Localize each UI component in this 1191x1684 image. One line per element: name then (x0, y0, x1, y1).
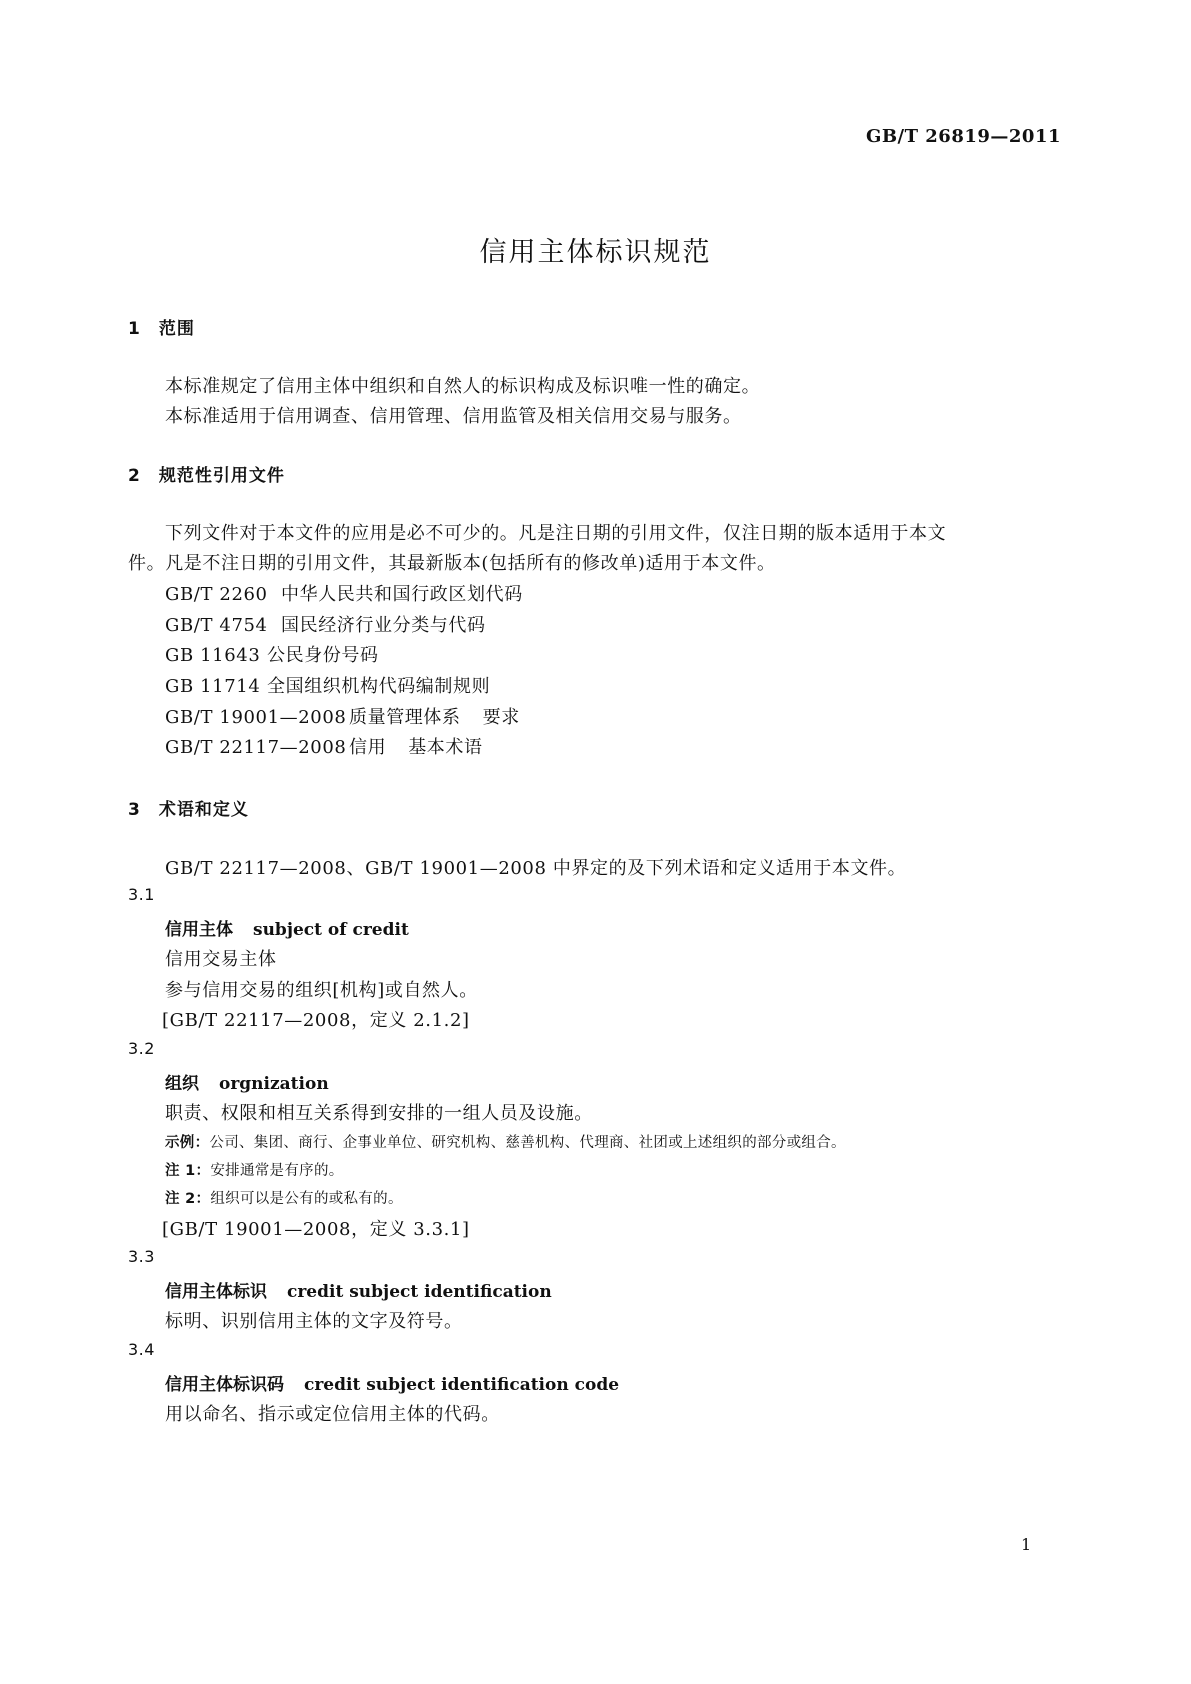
term-zh: 信用主体标识码 (165, 1375, 284, 1395)
term-heading (165, 915, 409, 940)
reference-title: 信用 (349, 737, 387, 758)
reference-item (165, 641, 379, 667)
reference-item (165, 672, 490, 698)
term-heading (165, 1277, 552, 1302)
section-number: 1 (128, 319, 141, 339)
term-example (165, 1131, 846, 1152)
note-label: 注 1： (165, 1163, 211, 1179)
term-number: 3.3 (128, 1247, 155, 1266)
term-en: credit subject identification code (304, 1375, 620, 1395)
section-2-heading (128, 461, 285, 486)
term-note (165, 1187, 403, 1208)
section-number: 2 (128, 466, 141, 486)
section-title: 术语和定义 (158, 800, 249, 820)
reference-item (165, 733, 483, 759)
section-title: 规范性引用文件 (158, 466, 285, 486)
reference-subtitle: 要求 (482, 707, 520, 728)
reference-code: GB 11714 (165, 676, 261, 697)
section-number: 3 (128, 800, 141, 820)
page-number: 1 (1021, 1535, 1032, 1554)
term-number: 3.1 (128, 885, 155, 904)
reference-title: 中华人民共和国行政区划代码 (281, 584, 523, 605)
note-text: 组织可以是公有的或私有的。 (210, 1191, 403, 1207)
term-definition: 职责、权限和相互关系得到安排的一组人员及设施。 (165, 1103, 593, 1124)
term-en: credit subject identification (287, 1282, 552, 1302)
reference-title: 公民身份号码 (267, 645, 379, 666)
term-zh: 信用主体 (165, 920, 233, 940)
paragraph: 件。凡是不注日期的引用文件，其最新版本(包括所有的修改单)适用于本文件。 (128, 553, 776, 574)
reference-item (165, 611, 486, 637)
reference-title: 国民经济行业分类与代码 (281, 615, 486, 636)
term-source: [GB/T 22117—2008，定义 2.1.2] (162, 1010, 470, 1031)
term-zh: 信用主体标识 (165, 1282, 267, 1302)
reference-code: GB/T 19001—2008 (165, 707, 347, 728)
example-label: 示例： (165, 1135, 210, 1151)
reference-code: GB 11643 (165, 645, 261, 666)
document-title: 信用主体标识规范 (479, 237, 712, 268)
term-number: 3.2 (128, 1039, 155, 1058)
term-synonym: 信用交易主体 (165, 949, 277, 970)
paragraph: 本标准适用于信用调查、信用管理、信用监管及相关信用交易与服务。 (165, 406, 742, 427)
example-text: 公司、集团、商行、企事业单位、研究机构、慈善机构、代理商、社团或上述组织的部分或组合。 (209, 1135, 846, 1151)
term-source: [GB/T 19001—2008，定义 3.3.1] (162, 1219, 470, 1240)
paragraph: 本标准规定了信用主体中组织和自然人的标识构成及标识唯一性的确定。 (165, 376, 761, 397)
reference-item (165, 703, 520, 729)
paragraph: 下列文件对于本文件的应用是必不可少的。凡是注日期的引用文件，仅注日期的版本适用于本文 (165, 523, 947, 544)
standard-code: GB/T 26819—2011 (865, 126, 1061, 147)
reference-title: 全国组织机构代码编制规则 (267, 676, 491, 697)
term-heading (165, 1370, 619, 1395)
note-label: 注 2： (165, 1191, 211, 1207)
term-note (165, 1159, 344, 1180)
reference-subtitle: 基本术语 (408, 737, 483, 758)
paragraph: GB/T 22117—2008、GB/T 19001—2008 中界定的及下列术语和定义适用于本文件。 (165, 858, 907, 879)
reference-title: 质量管理体系 (349, 707, 461, 728)
term-definition: 用以命名、指示或定位信用主体的代码。 (165, 1404, 500, 1425)
note-text: 安排通常是有序的。 (210, 1163, 344, 1179)
term-definition: 标明、识别信用主体的文字及符号。 (165, 1311, 463, 1332)
reference-code: GB/T 4754 (165, 615, 268, 636)
section-3-heading (128, 795, 249, 820)
term-en: orgnization (219, 1074, 329, 1094)
section-1-heading (128, 314, 195, 339)
term-number: 3.4 (128, 1340, 155, 1359)
section-title: 范围 (158, 319, 195, 339)
term-definition: 参与信用交易的组织[机构]或自然人。 (165, 980, 478, 1001)
reference-code: GB/T 22117—2008 (165, 737, 347, 758)
term-en: subject of credit (253, 920, 409, 940)
reference-item (165, 580, 523, 606)
reference-code: GB/T 2260 (165, 584, 268, 605)
term-heading (165, 1069, 329, 1094)
term-zh: 组织 (165, 1074, 199, 1094)
